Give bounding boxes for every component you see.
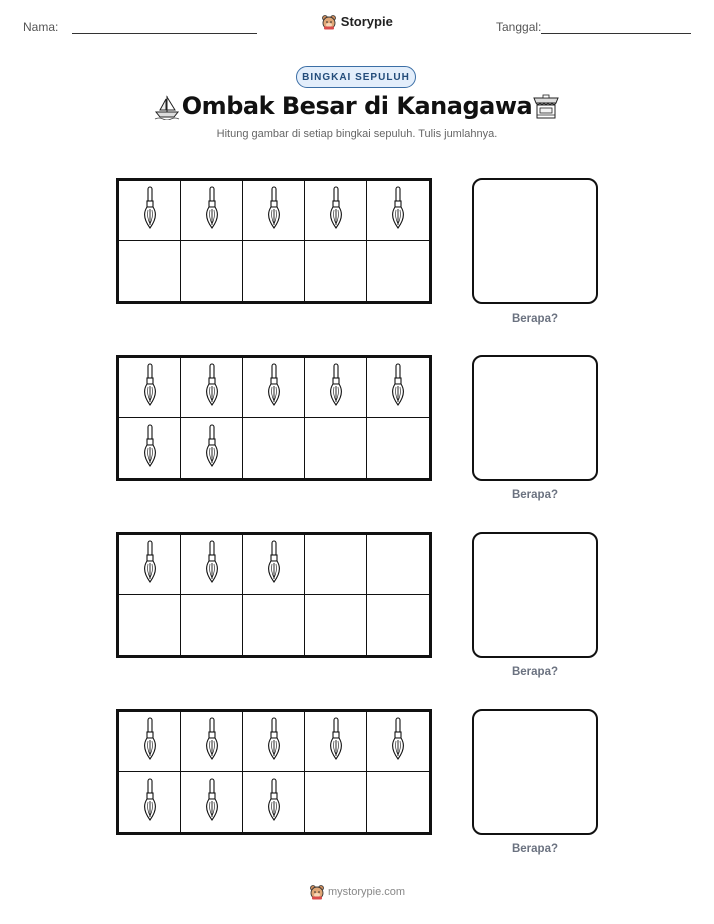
paintbrush-icon bbox=[142, 778, 158, 827]
ten-frame-cell bbox=[243, 712, 305, 772]
answer-label-3: Berapa? bbox=[511, 666, 559, 678]
ten-frame-cell bbox=[305, 535, 367, 595]
ten-frame-1 bbox=[116, 178, 432, 304]
bear-mascot-icon bbox=[321, 14, 337, 30]
ten-frame-cell bbox=[305, 181, 367, 241]
paintbrush-icon bbox=[266, 363, 282, 412]
ten-frame-cell bbox=[367, 595, 429, 655]
paintbrush-icon bbox=[204, 540, 220, 589]
paintbrush-icon bbox=[142, 186, 158, 235]
ten-frame-cell bbox=[119, 181, 181, 241]
paintbrush-icon bbox=[204, 363, 220, 412]
ten-frame-4 bbox=[116, 709, 432, 835]
ten-frame-3 bbox=[116, 532, 432, 658]
ten-frame-cell bbox=[367, 535, 429, 595]
ten-frame-cell bbox=[367, 241, 429, 301]
ten-frame-cell bbox=[305, 772, 367, 832]
ten-frame-cell bbox=[119, 241, 181, 301]
instructions: Hitung gambar di setiap bingkai sepuluh. Tulis jumlahnya. bbox=[216, 128, 498, 140]
ten-frame-cell bbox=[119, 712, 181, 772]
paintbrush-icon bbox=[390, 186, 406, 235]
ten-frame-cell bbox=[119, 358, 181, 418]
paintbrush-icon bbox=[204, 186, 220, 235]
ten-frame-cell bbox=[305, 712, 367, 772]
paintbrush-icon bbox=[266, 778, 282, 827]
ten-frame-cell bbox=[243, 358, 305, 418]
ten-frame-2 bbox=[116, 355, 432, 481]
paintbrush-icon bbox=[142, 363, 158, 412]
answer-box-2[interactable] bbox=[472, 355, 598, 481]
answer-label-2: Berapa? bbox=[511, 489, 559, 501]
paintbrush-icon bbox=[204, 424, 220, 473]
ten-frame-cell bbox=[243, 181, 305, 241]
ten-frame-cell bbox=[243, 535, 305, 595]
brand-logo bbox=[0, 13, 714, 30]
answer-label-4: Berapa? bbox=[511, 843, 559, 855]
ten-frame-cell bbox=[367, 712, 429, 772]
brand-name: Storypie bbox=[340, 14, 393, 30]
paintbrush-icon bbox=[142, 717, 158, 766]
footer-url: mystorypie.com bbox=[328, 886, 406, 898]
ten-frame-cell bbox=[305, 418, 367, 478]
ten-frame-cell bbox=[243, 241, 305, 301]
paintbrush-icon bbox=[142, 424, 158, 473]
ten-frame-cell bbox=[305, 241, 367, 301]
paintbrush-icon bbox=[390, 363, 406, 412]
answer-box-3[interactable] bbox=[472, 532, 598, 658]
ten-frame-cell bbox=[305, 595, 367, 655]
paintbrush-icon bbox=[328, 363, 344, 412]
ten-frame-cell bbox=[181, 595, 243, 655]
ten-frame-cell bbox=[119, 418, 181, 478]
date-label: Tanggal: bbox=[496, 20, 542, 34]
ten-frame-cell bbox=[181, 181, 243, 241]
ten-frame-cell bbox=[243, 595, 305, 655]
ten-frame-cell bbox=[243, 772, 305, 832]
answer-box-4[interactable] bbox=[472, 709, 598, 835]
ten-frame-cell bbox=[119, 535, 181, 595]
ten-frame-cell bbox=[181, 358, 243, 418]
name-line[interactable] bbox=[72, 33, 257, 34]
name-label: Nama: bbox=[23, 20, 59, 34]
ten-frame-cell bbox=[367, 418, 429, 478]
ten-frame-cell bbox=[181, 241, 243, 301]
ten-frame-cell bbox=[119, 595, 181, 655]
paintbrush-icon bbox=[266, 717, 282, 766]
ten-frame-cell bbox=[181, 772, 243, 832]
paintbrush-icon bbox=[390, 717, 406, 766]
answer-box-1[interactable] bbox=[472, 178, 598, 304]
answer-label-1: Berapa? bbox=[511, 313, 559, 325]
page-title: Ombak Besar di Kanagawa bbox=[181, 92, 533, 120]
ten-frame-cell bbox=[181, 535, 243, 595]
ten-frame-cell bbox=[243, 418, 305, 478]
paintbrush-icon bbox=[328, 186, 344, 235]
worksheet-type-badge: BINGKAI SEPULUH bbox=[296, 66, 416, 88]
ten-frame-cell bbox=[367, 181, 429, 241]
bear-mascot-icon bbox=[309, 884, 325, 900]
paintbrush-icon bbox=[204, 778, 220, 827]
ten-frame-cell bbox=[181, 418, 243, 478]
paintbrush-icon bbox=[142, 540, 158, 589]
ten-frame-cell bbox=[367, 772, 429, 832]
ten-frame-cell bbox=[181, 712, 243, 772]
date-line[interactable] bbox=[541, 33, 691, 34]
paintbrush-icon bbox=[266, 186, 282, 235]
ten-frame-cell bbox=[305, 358, 367, 418]
paintbrush-icon bbox=[328, 717, 344, 766]
ten-frame-cell bbox=[367, 358, 429, 418]
footer bbox=[0, 884, 714, 900]
ten-frame-cell bbox=[119, 772, 181, 832]
paintbrush-icon bbox=[266, 540, 282, 589]
paintbrush-icon bbox=[204, 717, 220, 766]
